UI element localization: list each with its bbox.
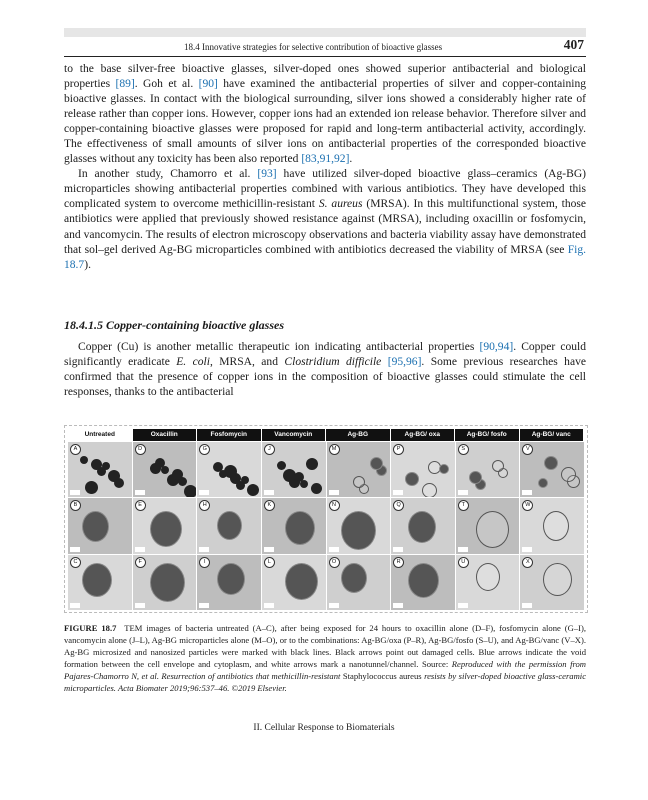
figure-column-header: Vancomycin xyxy=(262,429,326,441)
figure-column-header: Fosfomycin xyxy=(197,429,261,441)
bacterium-cell xyxy=(408,563,439,598)
bacterium-cell xyxy=(91,459,102,470)
panel-label: B xyxy=(70,500,81,511)
tem-panel xyxy=(456,555,520,610)
text-run: S. aureus xyxy=(318,198,363,211)
panel-label: D xyxy=(135,444,146,455)
panel-label: H xyxy=(199,500,210,511)
text-run: Clostridium difficile xyxy=(284,356,382,369)
tem-panel xyxy=(520,498,584,553)
citation-link[interactable]: [89] xyxy=(115,78,135,91)
scale-bar xyxy=(522,547,532,552)
text-run: have examined the antibacterial properties of silver and copper-containing bioactive glasses. In contact with the biological surrounding, silver ions showed a considerably higher rate of release rather than copper ions. However, copper ions had an extended ion release behavior. Therefore silver and copper-containing bioactive glasses were proposed for rapid and long-term antibacterial activity, accordingly. The effectiveness of small amounts of silver ions on antibacterial properties of the corresponded bioactive glasses without any toxicity has been also reported xyxy=(64,78,586,166)
text-run: Staphylococcus aureus xyxy=(340,671,425,682)
text-run: to the base silver-free bioactive glasses, silver-doped ones showed superior antibacterial and biological properties xyxy=(64,63,586,91)
tem-image-grid xyxy=(68,442,584,610)
bacterium-cell xyxy=(422,483,437,497)
bacterium-cell xyxy=(184,485,197,497)
scale-bar xyxy=(199,547,209,552)
figure-caption xyxy=(64,622,586,695)
tem-panel xyxy=(520,555,584,610)
tem-panel xyxy=(391,555,455,610)
scale-bar xyxy=(393,490,403,495)
text-run: Copper (Cu) is another metallic therapeutic ion indicating antibacterial properties xyxy=(78,341,480,353)
bacterium-cell xyxy=(108,470,120,482)
figure-column-header: Ag-BG xyxy=(326,429,390,441)
scale-bar xyxy=(199,603,209,608)
bacterium-cell xyxy=(492,460,504,472)
bacterium-cell xyxy=(408,511,436,543)
bacterium-cell xyxy=(543,563,572,596)
tem-panel xyxy=(68,498,132,553)
bacterium-cell xyxy=(341,563,367,593)
panel-label: E xyxy=(135,500,146,511)
page-number: 407 xyxy=(563,37,584,52)
bacterium-cell xyxy=(306,458,318,470)
bacterium-cell xyxy=(294,472,304,482)
tem-panel xyxy=(456,498,520,553)
citation-link[interactable]: Fig. 18.7 xyxy=(64,243,586,271)
paragraph-2 xyxy=(64,167,586,272)
text-run: . Some previous researches have confirmed that the presence of copper ions in the composition of bioactive glasses could stimulate the cell responses, thanks to the antibacterial xyxy=(64,356,586,399)
text-run: Reproduced with the permission from Pajares-Chamorro N, et al. Resurrection of antibiotics that methicillin-resistant xyxy=(64,659,586,682)
text-run: TEM images of bacteria untreated (A–C), after being exposed for 24 hours to oxacillin alone (D–F), fosfomycin alone (G–I), vancomycin alone (J–L), Ag-BG microparticles alone (M–O), or to the combinations: Ag-BG/oxa (P–R), Ag-BG/fosfo (S–U), and Ag-BG/vanc (V–X). Ag-BG microsized and nanosized particles were marked with black lines. Black arrows point out damaged cells. Blue arrows indicate the void formation between the cell envelope and cytoplasm, and white arrows mark a nanotunnel/channel. Source: xyxy=(64,623,586,670)
scale-bar xyxy=(458,603,468,608)
tem-panel xyxy=(68,442,132,497)
tem-panel xyxy=(327,555,391,610)
bacterium-cell xyxy=(543,511,569,541)
scale-bar xyxy=(329,490,339,495)
scale-bar xyxy=(458,490,468,495)
body-text xyxy=(64,62,586,273)
bacterium-cell xyxy=(538,478,548,488)
bacterium-cell xyxy=(82,511,109,542)
bacterium-cell xyxy=(247,484,259,496)
scale-bar xyxy=(522,603,532,608)
panel-label: M xyxy=(329,444,340,455)
panel-label: Q xyxy=(393,500,404,511)
scale-bar xyxy=(264,603,274,608)
panel-label: U xyxy=(458,557,469,568)
tem-panel xyxy=(262,555,326,610)
panel-label: J xyxy=(264,444,275,455)
scale-bar xyxy=(522,490,532,495)
figure-label: FIGURE 18.7 xyxy=(64,623,117,633)
panel-label: S xyxy=(458,444,469,455)
scale-bar xyxy=(458,547,468,552)
section-title: Copper-containing bioactive glasses xyxy=(106,318,284,332)
figure-column-header: Ag-BG/ oxa xyxy=(391,429,455,441)
panel-label: F xyxy=(135,557,146,568)
tem-panel xyxy=(133,498,197,553)
citation-link[interactable]: [93] xyxy=(257,168,277,181)
text-run: ). xyxy=(84,258,91,271)
figure-column-header: Oxacillin xyxy=(133,429,197,441)
section-heading xyxy=(64,318,586,333)
running-header-title: 18.4 Innovative strategies for selective contribution of bioactive glasses xyxy=(184,42,443,52)
panel-label: V xyxy=(522,444,533,455)
panel-label: R xyxy=(393,557,404,568)
text-run: In another study, Chamorro et al. xyxy=(78,168,258,181)
panel-label: G xyxy=(199,444,210,455)
bacterium-cell xyxy=(476,563,500,591)
bacterium-cell xyxy=(544,456,558,470)
bacterium-cell xyxy=(150,563,185,602)
paragraph-3 xyxy=(64,340,586,400)
bacterium-cell xyxy=(439,464,449,474)
figure-column-header: Ag-BG/ vanc xyxy=(520,429,584,441)
tem-panel xyxy=(68,555,132,610)
caption-text xyxy=(64,623,586,693)
tem-panel xyxy=(456,442,520,497)
tem-panel xyxy=(262,498,326,553)
scale-bar xyxy=(135,603,145,608)
panel-label: N xyxy=(329,500,340,511)
bacterium-cell xyxy=(80,456,88,464)
panel-label: C xyxy=(70,557,81,568)
scale-bar xyxy=(70,603,80,608)
scale-bar xyxy=(393,547,403,552)
text-run: , MRSA, and xyxy=(209,356,285,369)
bacterium-cell xyxy=(405,472,419,486)
bacterium-cell xyxy=(150,511,182,547)
bacterium-cell xyxy=(172,469,183,480)
tem-panel xyxy=(197,555,261,610)
figure-column-headers xyxy=(68,429,584,441)
bacterium-cell xyxy=(469,471,482,484)
bacterium-cell xyxy=(353,476,365,488)
bacterium-cell xyxy=(82,563,112,597)
panel-label: L xyxy=(264,557,275,568)
bacterium-cell xyxy=(85,481,98,494)
panel-label: W xyxy=(522,500,533,511)
tem-panel xyxy=(520,442,584,497)
scale-bar xyxy=(135,490,145,495)
panel-label: T xyxy=(458,500,469,511)
bacterium-cell xyxy=(217,563,245,595)
figure-column-header: Ag-BG/ fosfo xyxy=(455,429,519,441)
tem-panel xyxy=(133,555,197,610)
figure-column-header: Untreated xyxy=(68,429,132,441)
bacterium-cell xyxy=(476,511,509,548)
panel-label: O xyxy=(329,557,340,568)
scale-bar xyxy=(329,547,339,552)
panel-label: I xyxy=(199,557,210,568)
scale-bar xyxy=(329,603,339,608)
scale-bar xyxy=(70,490,80,495)
scale-bar xyxy=(70,547,80,552)
section-body xyxy=(64,340,586,400)
panel-label: A xyxy=(70,444,81,455)
tem-panel xyxy=(133,442,197,497)
bacterium-cell xyxy=(241,476,249,484)
text-run: E. coli xyxy=(176,356,210,369)
citation-link[interactable]: [90] xyxy=(198,78,218,91)
panel-label: K xyxy=(264,500,275,511)
bacterium-cell xyxy=(285,563,318,600)
running-header xyxy=(64,37,586,57)
bacterium-cell xyxy=(277,461,286,470)
text-run: . xyxy=(349,153,353,166)
bacterium-cell xyxy=(217,511,242,540)
panel-label: P xyxy=(393,444,404,455)
tem-panel xyxy=(197,442,261,497)
section-number: 18.4.1.5 xyxy=(64,318,103,332)
scale-bar xyxy=(264,547,274,552)
scale-bar xyxy=(135,547,145,552)
figure-18-7 xyxy=(64,425,588,613)
citation-link[interactable]: [90,94] xyxy=(479,341,514,353)
tem-panel xyxy=(327,498,391,553)
citation-link[interactable]: [95,96] xyxy=(387,356,422,369)
text-run: have utilized silver-doped bioactive glass–ceramics (Ag-BG) microparticles showing antibacterial properties combined with various antibiotics. They have developed this complicated system to overcome methicillin-resistant xyxy=(64,168,587,211)
text-run: . Copper could significantly eradicate xyxy=(64,341,586,369)
bacterium-cell xyxy=(285,511,315,545)
text-run: resists by silver-doped bioactive glass-ceramic microparticles. Acta Biomater 2019;96:537–46. ©2019 Elsevier. xyxy=(64,671,587,694)
page-footer: II. Cellular Response to Biomaterials xyxy=(253,723,395,733)
bacterium-cell xyxy=(102,462,110,470)
scale-bar xyxy=(199,490,209,495)
text-run: . Goh et al. xyxy=(134,78,199,91)
tem-panel xyxy=(197,498,261,553)
scale-bar xyxy=(393,603,403,608)
tem-panel xyxy=(391,442,455,497)
bacterium-cell xyxy=(155,458,165,468)
tem-panel xyxy=(327,442,391,497)
header-bar xyxy=(64,28,586,37)
bacterium-cell xyxy=(311,483,322,494)
tem-panel xyxy=(391,498,455,553)
paragraph-1 xyxy=(64,62,586,167)
bacterium-cell xyxy=(370,457,383,470)
bacterium-cell xyxy=(341,511,376,550)
tem-panel xyxy=(262,442,326,497)
text-run: (MRSA). In this multifunctional system, those antibiotics were applied that previously showed resistance against (MRSA), including oxacillin or fosfomycin, and vancomycin. The results of electron microscopy observations and bacteria viability assay have demonstrated that sol–gel derived Ag-BG microparticles combined with antibiotics decreased the viability of MRSA (see xyxy=(64,198,586,256)
citation-link[interactable]: [83,91,92] xyxy=(301,153,350,166)
scale-bar xyxy=(264,490,274,495)
panel-label: X xyxy=(522,557,533,568)
